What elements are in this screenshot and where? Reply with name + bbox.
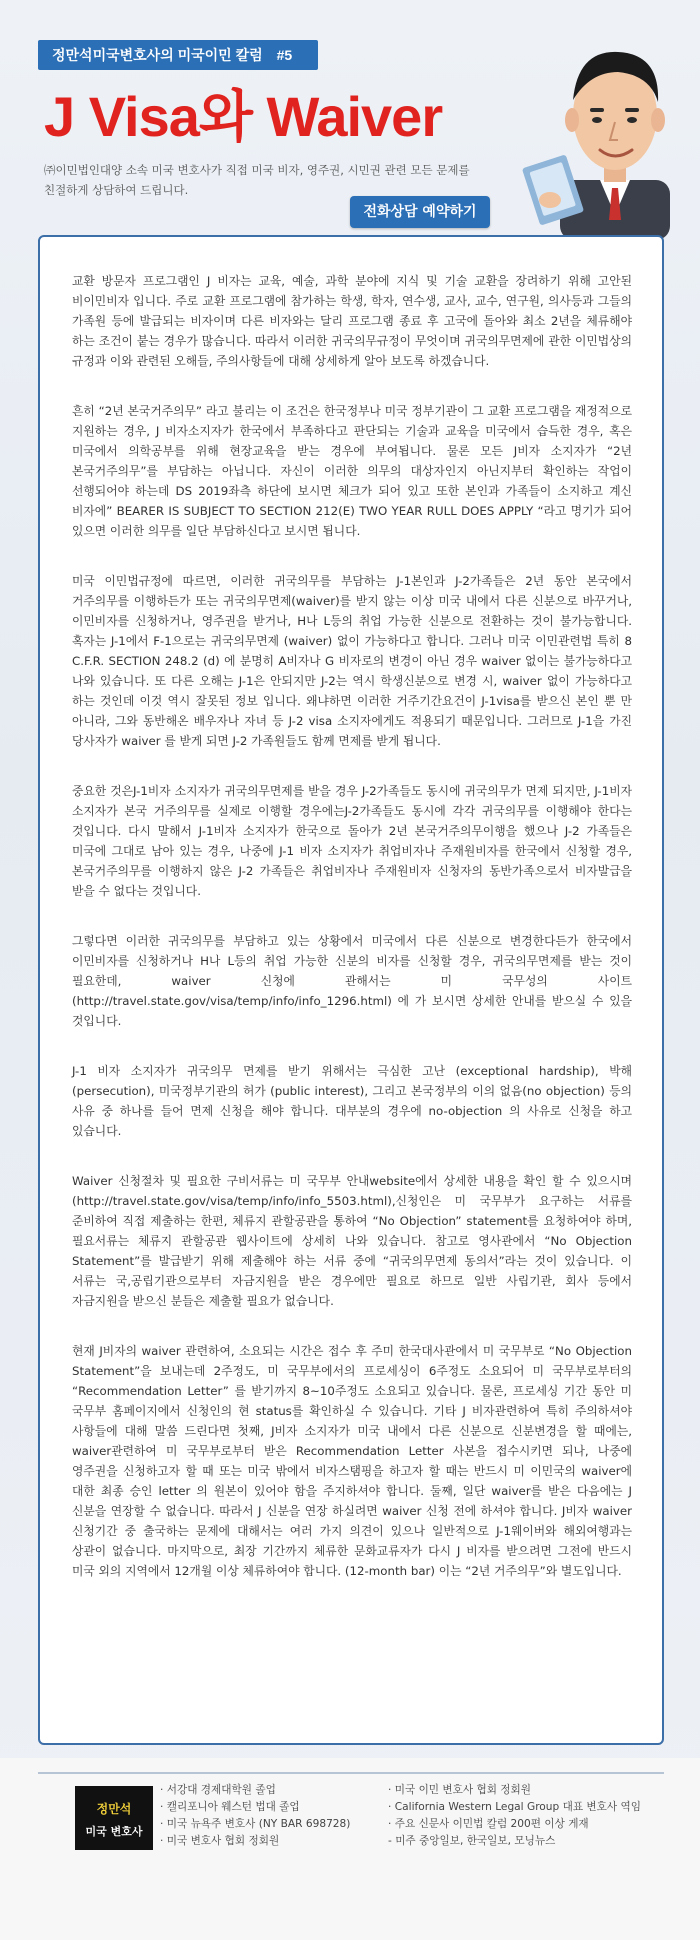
phone-consult-button[interactable]: 전화상담 예약하기 — [350, 196, 490, 228]
article-body — [38, 235, 664, 1745]
footer-divider — [38, 1772, 664, 1774]
article-paragraph-5: 그렇다면 이러한 귀국의무를 부담하고 있는 상황에서 미국에서 다른 신분으로 변경한다든가 한국에서 이민비자를 신청하거나 H나 L등의 취업 가능한 신분의 비자를 신청할 경우, 귀국의무면제를 받는 것이 필요한데, waiver 신청에 관해서는 미 국무성의 사이트(http://travel.state.gov/visa/temp/info/info_1296.html) 에 가 보시면 상세한 안내를 받으실 수 있을 것입니다. — [72, 934, 632, 1028]
credential-item: - 미주 중앙일보, 한국일보, 모닝뉴스 — [388, 1835, 556, 1847]
article-paragraph-8: 현재 J비자의 waiver 관련하여, 소요되는 시간은 접수 후 주미 한국대사관에서 미 국무부로 “No Objection Statement”을 보내는데 2주정도, 미 국무부에서의 프로세싱이 6주정도 소요되어 미 국무부로부터의 “Recommendation Letter” 를 받기까지 8~10주정도 소요되고 있습니다. 물론, 프로세싱 기간 동안 미 국무부 홈페이지에서 신청인의 현 status를 확인하실 수 있습니다. 기타 J 비자관련하여 특히 주의하셔야 사항들에 대해 말씀 드린다면 첫째, J비자 소지자가 미국 내에서 다른 신분으로 신분변경을 할 때에는, waiver관련하여 미 국무부로부터 받은 Recommendation Letter 사본을 접수시키면 되나, 나중에 영주권을 신청하고자 할 때 또는 미국 밖에서 비자스탬핑을 하고자 할 때는 반드시 미 이민국의 waiver에 대한 최종 승인 letter 의 원본이 있어야 함을 주지하셔야 합니다. 둘째, 일단 waiver를 받은 다음에는 J 신분을 연장할 수 없습니다. 따라서 J 신분을 연장 하실려면 waiver 신청 전에 하셔야 합니다. J비자 waiver 신청기간 중 출국하는 문제에 대해서는 여러 가지 의견이 있으나 일반적으로 J-1웨이버와 해외여행과는 상관이 없습니다. 마지막으로, 최장 기간까지 체류한 문화교류자가 다시 J 비자를 받으려면 그전에 반드시 미국 외의 지역에서 12개월 이상 체류하여야 합니다. (12-month bar) 이는 “2년 거주의무”와 별도입니다. — [72, 1344, 632, 1578]
article-title: J Visa와 Waiver — [44, 85, 443, 148]
column-number: #5 — [276, 47, 293, 63]
header — [0, 0, 700, 230]
credential-item: · California Western Legal Group 대표 변호사 역임 — [388, 1801, 641, 1813]
credentials-list-right — [388, 1782, 688, 1850]
article-paragraph-3: 미국 이민법규정에 따르면, 이러한 귀국의무를 부담하는 J-1본인과 J-2가족들은 2년 동안 본국에서 거주의무를 이행하든가 또는 귀국의무면제(waiver)를 받지 않는 이상 미국 내에서 다른 신분으로 바꾸거나, 이민비자를 신청하거나, 영주권을 받거나, H나 L등의 취업 가능한 신분으로 전환하는 것이 불가능합니다. 혹자는 J-1에서 F-1으로는 귀국의무면제 (waiver) 없이 가능하다고 합니다. 그러나 미국 이민관련법 특히 8 C.F.R. SECTION 248.2 (d) 에 분명히 A비자나 G 비자로의 변경이 아닌 경우 waiver 없이는 불가능하다고 나와 있습니다. 또 다른 오해는 J-1은 안되지만 J-2는 역시 학생신분으로 변경 시, waiver 없이 가능하다고 하는 것인데 이것 역시 잘못된 정보 입니다. 왜냐하면 이러한 거주기간요건이 J-1visa를 받으신 본인 뿐 만 아니라, 그와 동반해온 배우자나 자녀 등 J-2 visa 소지자에게도 적용되기 때문입니다. 그러므로 J-1을 가진 당사자가 waiver 를 받게 되면 J-2 가족원들도 함께 면제를 받게 됩니다. — [72, 574, 632, 748]
credential-item: · 서강대 경제대학원 졸업 — [160, 1784, 276, 1796]
article-paragraph-7: Waiver 신청절차 및 필요한 구비서류는 미 국무부 안내website에서 상세한 내용을 확인 할 수 있으시며(http://travel.state.gov/visa/temp/info/info_5503.html),신청인은 미 국무부가 요구하는 서류를 준비하여 직접 제출하는 한편, 체류지 관할공관을 통하여 “No Objection” statement를 요청하여야 하며, 필요서류는 체류지 관할공관 웹사이트에 상세히 나와 있습니다. 참고로 영사관에서 “No Objection Statement”를 발급받기 위해 제출해야 하는 서류 중에 “귀국의무면제 동의서”라는 것이 있습니다. 이 서류는 국,공립기관으로부터 자금지원을 받은 경우에만 필요로 하므로 일반 사립기관, 회사 등에서 자금지원을 받으신 분들은 제출할 필요가 없습니다. — [72, 1174, 632, 1308]
header-subtitle: ㈜이민법인대양 소속 미국 변호사가 직접 미국 비자, 영주권, 시민권 관련 모든 문제를 친절하게 상담하여 드립니다. — [44, 163, 470, 197]
credential-item: · 미국 이민 변호사 협회 정회원 — [388, 1784, 532, 1796]
author-footer — [0, 1758, 700, 1940]
article-paragraph-2: 흔히 “2년 본국거주의무” 라고 불리는 이 조건은 한국정부나 미국 정부기관이 그 교환 프로그램을 재정적으로 지원하는 경우, J 비자소지자가 한국에서 부족하다고 판단되는 기술과 교육을 미국에서 습득한 경우, 혹은 미국에서 의학공부를 위해 현장교육을 받는 경우에 부여됩니다. 물론 모든 J비자 소지자가 “2년 본국거주의무”를 부담하는 아닙니다. 자신이 이러한 의무의 대상자인지 아닌지부터 확인하는 작업이 선행되어야 하는데 DS 2019좌측 하단에 보시면 체크가 되어 있고 또한 본인과 가족들이 소지하고 계신 비자에” BEARER IS SUBJECT TO SECTION 212(E) TWO YEAR RULL DOES APPLY “라고 명기가 되어 있으면 이러한 의무를 일단 부담하신다고 보시면 됩니다. — [72, 404, 632, 538]
author-role: 미국 변호사 — [85, 1825, 143, 1838]
lawyer-portrait-illustration — [520, 30, 690, 240]
article-paragraph-1: 교환 방문자 프로그램인 J 비자는 교육, 예술, 과학 분야에 지식 및 기술 교환을 장려하기 위해 고안된 비이민비자 입니다. 주로 교환 프로그램에 참가하는 학생, 학자, 연수생, 교사, 교수, 연구원, 의사등과 그들의 가족원 등에 발급되는 비자이며 다른 비자와는 달리 프로그램 종료 후 고국에 돌아와 최소 2년을 체류해야 하는 조건이 붙는 경우가 많습니다. 따라서 이러한 귀국의무규정이 무엇이며 귀국의무면제에 관한 이민법상의 규정과 이와 관련된 오해들, 주의사항들에 대해 상세하게 알아 보도록 하겠습니다. — [72, 274, 632, 368]
article-paragraph-6: J-1 비자 소지자가 귀국의무 면제를 받기 위해서는 극심한 고난 (exceptional hardship), 박해(persecution), 미국정부기관의 허가 (public interest), 그리고 본국정부의 이의 없음(no objection) 등의 사유 중 하나를 들어 면제 신청을 해야 합니다. 대부분의 경우에 no-objection 의 사유로 신청을 하고 있습니다. — [72, 1064, 632, 1138]
article-paragraph-4: 중요한 것은J-1비자 소지자가 귀국의무면제를 받을 경우 J-2가족들도 동시에 귀국의무가 면제 되지만, J-1비자 소지자가 본국 거주의무를 실제로 이행할 경우에는J-2가족들도 동시에 각각 귀국의무를 이행해야 한다는 것입니다. 다시 말해서 J-1비자 소지자가 한국으로 돌아가 2년 본국거주의무이행을 했으나 J-2 가족들은 미국에 그대로 남아 있는 경우, 나중에 J-1 비자 소지자가 취업비자나 주재원비자를 한국에서 신청할 경우, 본국거주의무를 이행하지 않은 J-2 가족들은 취업비자나 주재원비자 신청자의 동반가족으로서 비자발급을 받을 수 없다는 것입니다. — [72, 784, 632, 898]
column-tagline — [38, 40, 318, 70]
author-badge — [75, 1786, 153, 1850]
credential-item: · 주요 신문사 이민법 칼럼 200편 이상 게재 — [388, 1818, 589, 1830]
credential-item: · 미국 뉴욕주 변호사 (NY BAR 698728) — [160, 1818, 351, 1830]
column-series-label: 정만석미국변호사의 미국이민 칼럼 — [52, 47, 263, 63]
author-name: 정만석 — [96, 1802, 132, 1816]
credentials-list-left — [160, 1782, 380, 1850]
credential-item: · 미국 변호사 협회 정회원 — [160, 1835, 280, 1847]
credential-item: · 캘리포니아 웨스턴 법대 졸업 — [160, 1801, 300, 1813]
